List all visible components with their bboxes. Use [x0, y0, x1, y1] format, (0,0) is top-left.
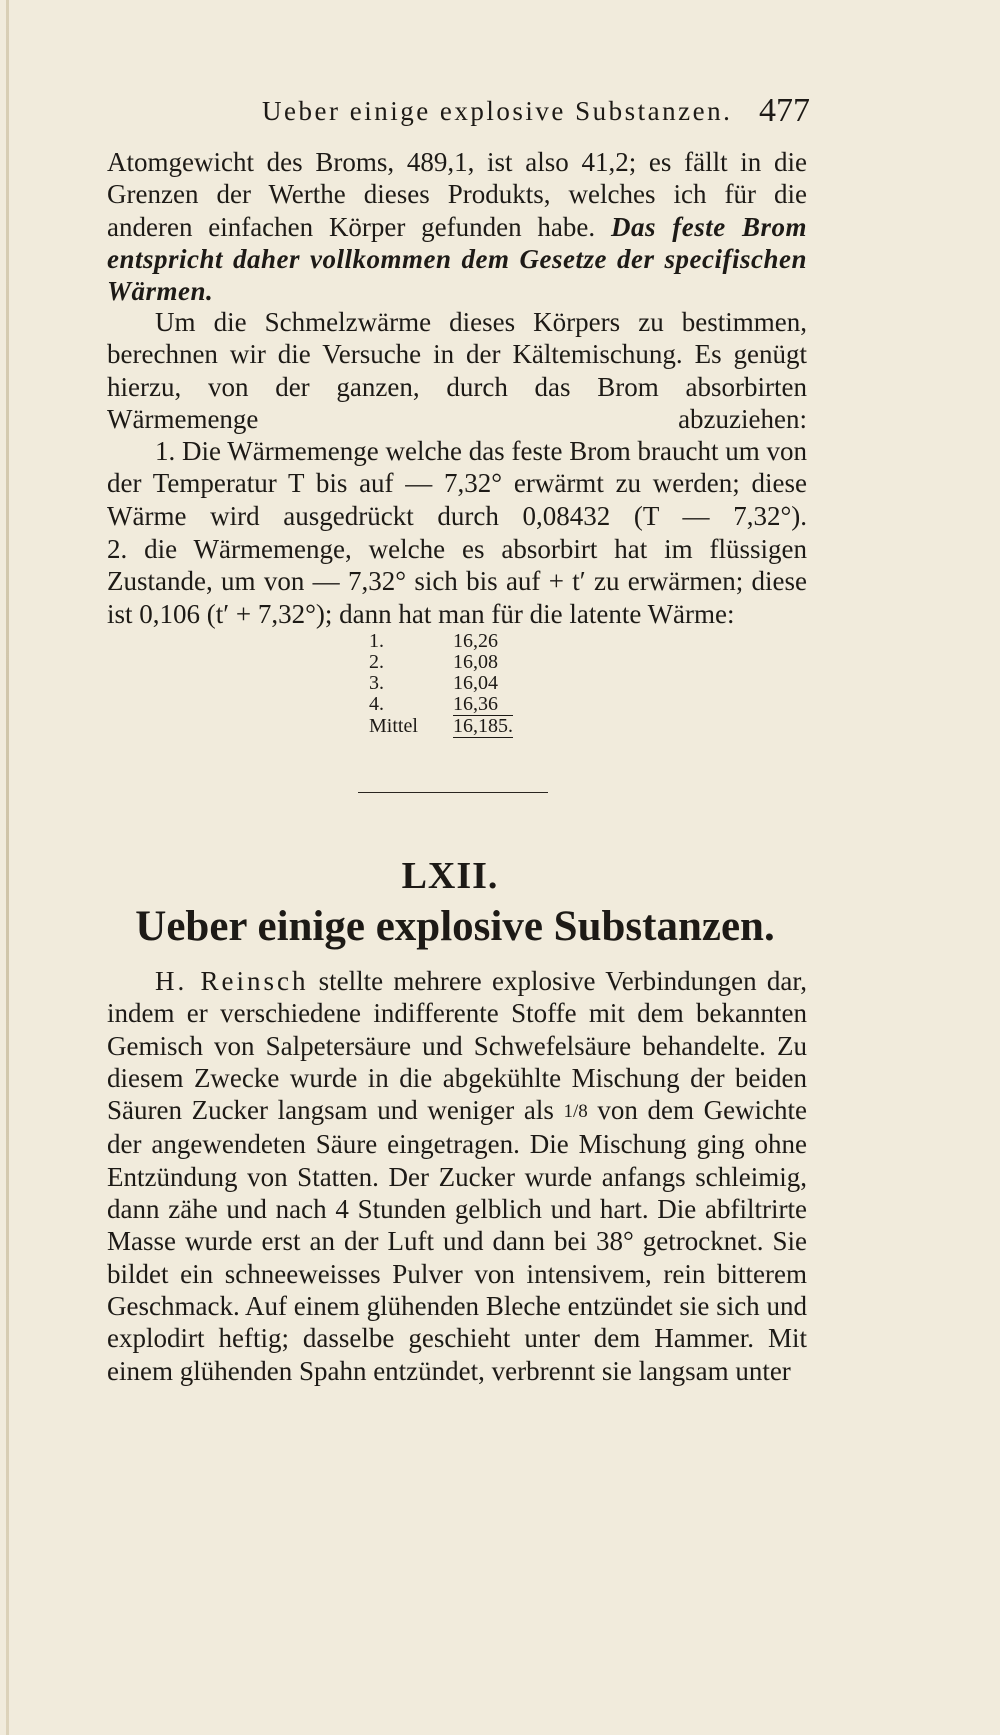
paragraph-bromine-atomic-weight	[107, 146, 807, 307]
row-index: 4.	[369, 693, 384, 716]
row-index: 1.	[369, 630, 384, 652]
row-value: 16,26	[453, 630, 498, 652]
running-title: Ueber einige explosive Substanzen.	[262, 96, 733, 126]
paragraph-melting-heat: Um die Schmelzwärme dieses Körpers zu bestimmen, berechnen wir die Versuche in der Kältemischung. Es genügt hierzu, von der ganzen, durch das Brom absorbirten Wärmemenge abzuziehen:	[107, 307, 807, 434]
section-title: Ueber einige explosive Substanzen.	[135, 903, 775, 950]
mean-label: Mittel	[369, 714, 418, 737]
row-value: 16,04	[453, 672, 498, 694]
author-name: H. Reinsch	[155, 966, 309, 996]
section-number: LXII.	[401, 855, 499, 897]
list-item-1: 1. Die Wärmemenge welche das feste Brom braucht um von der Temperatur T bis auf — 7,32° erwärmt zu werden; diese Wärme wird ausgedrückt durch 0,08432 (T — 7,32°).	[107, 436, 807, 531]
paragraph-reinsch	[107, 965, 807, 1387]
row-index: 3.	[369, 672, 384, 694]
table-row	[369, 694, 513, 716]
italic-conclusion: Das feste Brom entspricht daher vollkommen dem Gesetze der specifischen Wärmen.	[107, 211, 808, 307]
page-header	[262, 92, 810, 132]
table-row	[369, 652, 513, 673]
paragraph-text-continued: von dem Gewichte der angewendeten Säure eingetragen. Die Mischung ging ohne Entzündung von Statten. Der Zucker wurde anfangs schleimig, dann zähe und nach 4 Stunden gelblich und hart. Die abfiltrirte Masse wurde erst an der Luft und dann bei 38° getrocknet. Sie bildet ein schneeweisses Pulver von intensivem, rein bitterem Geschmack. Auf einem glühenden Bleche entzündet sie sich und explodirt heftig; dasselbe geschieht unter dem Hammer. Mit einem glühenden Spahn entzündet, verbrennt sie langsam unter	[107, 1095, 808, 1386]
page-number: 477	[759, 92, 810, 129]
row-index: 2.	[369, 651, 384, 673]
table-row	[369, 673, 513, 694]
latent-heat-table	[369, 631, 513, 737]
row-value: 16,36	[453, 693, 498, 715]
mean-value: 16,185.	[453, 715, 513, 737]
table-row-mean	[369, 716, 513, 738]
fraction: 1/8	[563, 1101, 588, 1123]
paragraph-text: Atomgewicht des Broms, 489,1, ist also 41,2; es fällt in die Grenzen der Werthe dieses Produkts, welches ich für die anderen einfachen Körper gefunden habe.	[107, 147, 807, 242]
list-item-2: 2. die Wärmemenge, welche es absorbirt hat im flüssigen Zustande, um von — 7,32° sich bis auf + t′ zu erwärmen; diese ist 0,106 (t′ + 7,32°); dann hat man für die latente Wärme:	[107, 534, 807, 629]
table-row	[369, 631, 513, 652]
row-value: 16,08	[453, 651, 498, 673]
paragraph-text: stellte mehrere explosive Verbindungen dar, indem er verschiedene indifferente Stoffe mit dem bekannten Gemisch von Salpetersäure und Schwefelsäure behandelte. Zu diesem Zwecke wurde in die abgekühlte Mischung der beiden Säuren Zucker langsam und weniger als	[107, 966, 808, 1126]
mean-value-cell	[453, 716, 513, 738]
section-divider	[358, 792, 548, 793]
